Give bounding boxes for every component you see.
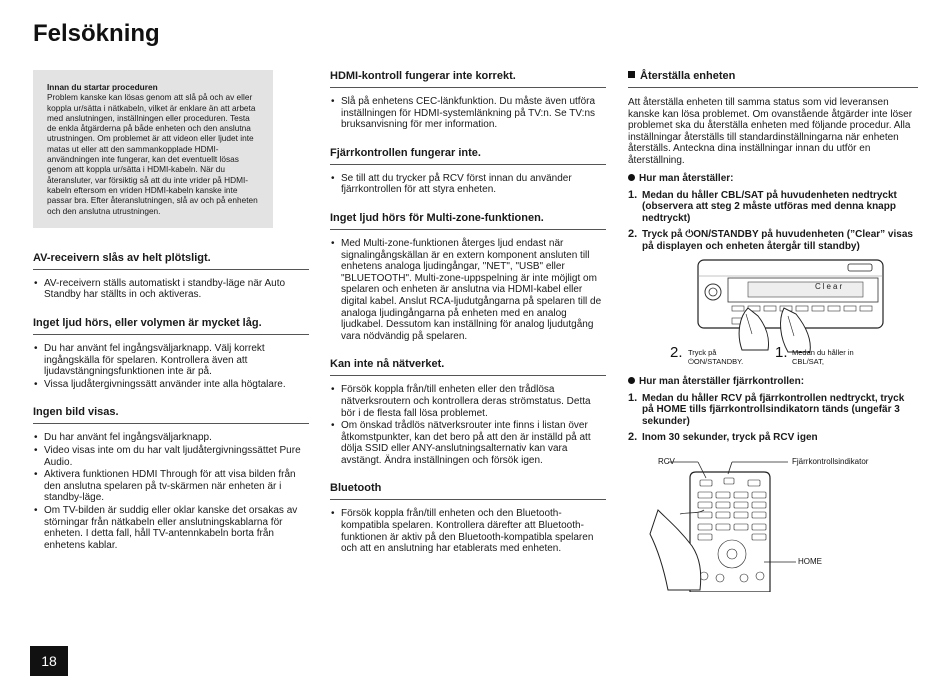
step-number: 2. [628, 228, 638, 241]
bullet-list [330, 173, 606, 196]
col1-sections [33, 252, 309, 552]
step-text: Medan du håller RCV på fjärrkontrollen nedtryckt, tryck på HOME tills fjärrkontrollsindikatorn tänds (ungefär 3 sekunder) [642, 392, 905, 427]
section-heading: AV-receivern slås av helt plötsligt. [33, 252, 309, 270]
bullet-item: • AV-receivern ställs automatiskt i standby-läge när Auto Standby har ställts in och aktiveras. [33, 278, 309, 301]
bullet-item: • Video visas inte om du har valt ljudåtergivningssättet Pure Audio. [33, 445, 309, 468]
section-heading: HDMI-kontroll fungerar inte korrekt. [330, 70, 606, 88]
section-heading: Fjärrkontrollen fungerar inte. [330, 147, 606, 165]
section [330, 147, 606, 196]
section-heading: Ingen bild visas. [33, 406, 309, 424]
label-rcv: RCV [658, 456, 675, 466]
label-indicator: Fjärrkontrollsindikator [792, 456, 869, 466]
column-middle [330, 70, 606, 571]
step-number: 1. [628, 188, 638, 201]
bullet-item: • Försök koppla från/till enheten eller den trådlösa nätverksroutern och kontrollera deras strömstatus. Detta bör i de flesta fall lösa problemet. [330, 384, 606, 419]
reset-heading-text: Återställa enheten [640, 70, 736, 82]
reset-intro: Att återställa enheten till samma status som vid leveransen kanske kan lösa problemet. Om ovanstående åtgärder inte löser problemet ska du återställa enheten med följande procedur. Alla inställningar återställs till standardinställningarna när enheten återställs. Anteckna dina inställningar innan du utför en återställning. [628, 97, 913, 166]
section [330, 212, 606, 342]
bullet-list [33, 343, 309, 390]
reset-unit-steps [628, 190, 918, 253]
page-number: 18 [30, 646, 68, 676]
step-text: Medan du håller CBL/SAT på huvudenheten nedtryckt (observera att steg 2 måste utföras med denna knapp nedtryckt) [642, 189, 897, 224]
step-text: Tryck på ⏻ON/STANDBY på huvudenheten (”Clear” visas på displayen och enheten återgår till standby) [642, 229, 913, 252]
bullet-item: • Om önskad trådlös nätverksrouter inte finns i listan över åtkomstpunkter, kan det bero på att den är inställd på att dölja SSID eller ANY-anslutningsalternativ kan vara avstängt. Ändra inställningen och försök igen. [330, 420, 606, 466]
step [628, 432, 918, 444]
note-text: Problem kanske kan lösas genom att slå på och av eller koppla ur/sätta i nätkabeln, vilket är enklare än att arbeta med anslutningen, inställningen eller proceduren. Testa de enkla åtgärderna på både enheten och den anslutna utrustningen. Om problemet är att videon eller ljudet inte matas ut eller att den sammankopplade HDMI-användningen inte fungerar, kan det eventuellt lösas genom att koppla ur/sätta i HDMI-kabeln. När du återansluter, var försiktig så att du inte vrider på HDMI-kabeln eftersom en vriden HDMI-kabeln kanske inte passar bra. Efter återanslutningen, slå av och på enheten och den anslutna utrustningen. [47, 92, 258, 216]
reset-remote-heading: Hur man återställer fjärrkontrollen: [628, 376, 918, 387]
reset-remote-steps [628, 393, 918, 444]
section [330, 482, 606, 554]
bullet-list [330, 96, 606, 131]
remote-figure [628, 450, 918, 592]
bullet-list [330, 384, 606, 466]
page-title: Felsökning [33, 20, 160, 47]
step-number: 1. [628, 391, 638, 404]
fig1-step2-label: Tryck på ⏻ON/STANDBY. [688, 347, 744, 366]
bullet-item: • Du har använt fel ingångsväljarknapp. [33, 432, 309, 444]
bullet-item: • Försök koppla från/till enheten och den Bluetooth-kompatibla spelaren. Kontrollera därefter att Bluetooth-funktionen är aktiv på den Bluetooth-kompatibla spelaren och att en anslutning har etablerats med enheten. [330, 508, 606, 554]
bullet-item: • Aktivera funktionen HDMI Through för att visa bilden från den anslutna spelaren på tv-skärmen när enheten är i standby-läge. [33, 469, 309, 504]
bullet-item: • Du har använt fel ingångsväljarknapp. Välj korrekt ingångskälla för spelaren. Kontrollera även att ljudavstängningsfunktionen inte är på. [33, 343, 309, 378]
column-left [33, 70, 309, 567]
fig1-step1-num: 1. [775, 343, 788, 361]
section [330, 70, 606, 131]
bullet-list [33, 278, 309, 301]
bullet-item: • Vissa ljudåtergivningssätt använder inte alla högtalare. [33, 379, 309, 391]
step [628, 229, 918, 252]
fig1-step1-label: Medan du håller in CBL/SAT, [792, 347, 854, 366]
note-heading: Innan du startar proceduren [47, 82, 158, 92]
section [33, 252, 309, 301]
bullet-item: • Om TV-bilden är suddig eller oklar kanske det orsakas av störningar från nätkabeln eller anslutningskablarna för enheten. I detta fall, håll TV-antennkabeln borta från enhetens kablar. [33, 505, 309, 551]
reset-heading [628, 70, 918, 88]
receiver-figure [628, 258, 918, 366]
column-right [628, 70, 918, 592]
bullet-item: • Med Multi-zone-funktionen återges ljud endast när signalingångskällan är en extern komponent ansluten till enhetens analoga ljudingångar, "NET", "USB" eller "BLUETOOTH". Multi-zone-uppspelning är inte möjligt om spelaren och enheten är anslutna via HDMI-kabel eller digital kabel. Anslut RCA-ljudutgångarna på spelaren till de analoga ljudingångarna på enheten med en analog ljudkabel. Dessutom kan inställning för analog ljudutgång vara nödvändig på spelaren. [330, 238, 606, 342]
section [33, 317, 309, 390]
dot-bullet-icon [628, 174, 635, 181]
step [628, 190, 918, 225]
section-heading: Inget ljud hörs, eller volymen är mycket låg. [33, 317, 309, 335]
fig1-step2-num: 2. [670, 343, 683, 361]
bullet-list [330, 508, 606, 554]
col2-sections [330, 70, 606, 555]
display-text: Clear [815, 281, 845, 291]
bullet-item: • Slå på enhetens CEC-länkfunktion. Du måste även utföra inställningen för HDMI-systemlänkning på TV:n. Se TV:ns bruksanvisning för mer information. [330, 96, 606, 131]
section-heading: Inget ljud hörs för Multi-zone-funktionen. [330, 212, 606, 230]
bullet-item: • Se till att du trycker på RCV först innan du använder fjärrkontrollen för att styra enheten. [330, 173, 606, 196]
section-heading: Bluetooth [330, 482, 606, 500]
section [330, 358, 606, 466]
bullet-list [33, 432, 309, 551]
square-bullet-icon [628, 71, 635, 78]
reset-remote-heading-text: Hur man återställer fjärrkontrollen [639, 375, 801, 387]
section-heading: Kan inte nå nätverket. [330, 358, 606, 376]
reset-unit-heading: Hur man återställer: [628, 173, 918, 184]
step-number: 2. [628, 431, 638, 444]
step [628, 393, 918, 428]
reset-unit-heading-text: Hur man återställer [639, 172, 731, 184]
dot-bullet-icon [628, 377, 635, 384]
step-text: Inom 30 sekunder, tryck på RCV igen [642, 432, 818, 444]
note-box [33, 70, 273, 228]
label-home: HOME [798, 556, 822, 566]
bullet-list [330, 238, 606, 342]
remote-illustration [628, 450, 918, 592]
section [33, 406, 309, 551]
